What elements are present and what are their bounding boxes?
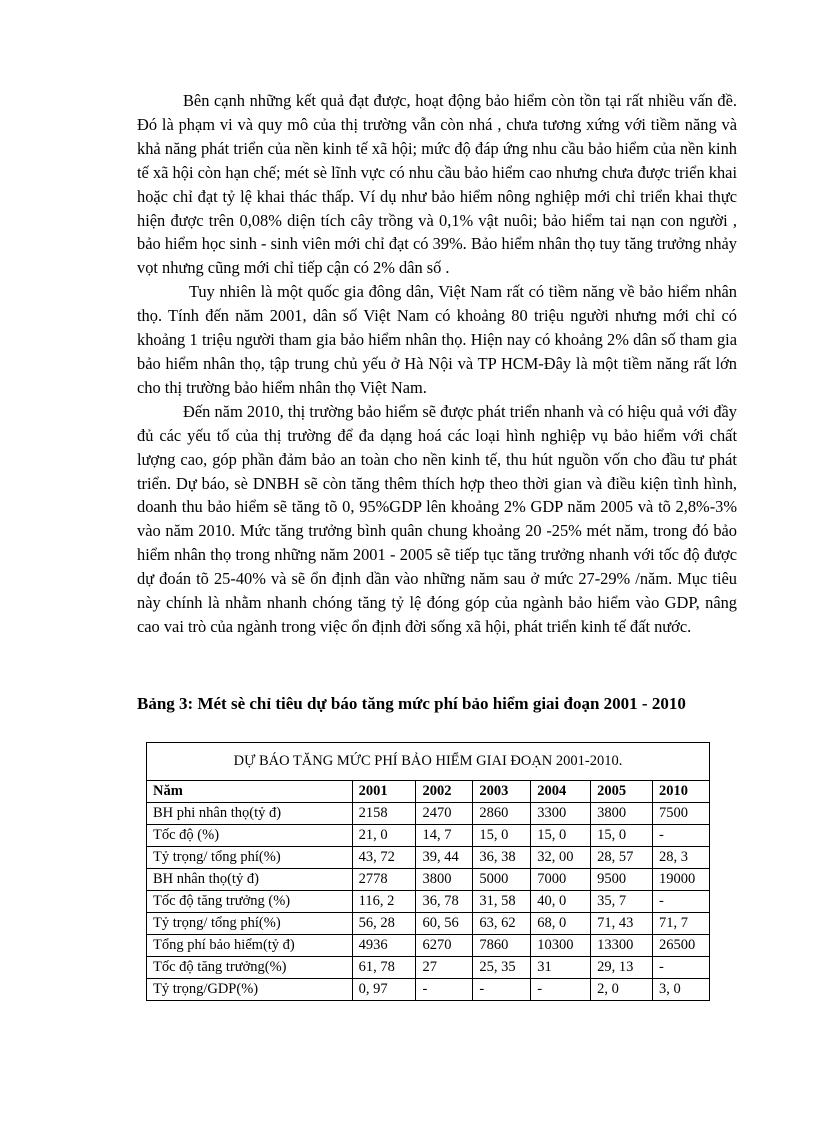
row-label: Tốc độ tăng trưởng (%) (147, 891, 353, 913)
table-cell: 7500 (653, 803, 710, 825)
table-cell: 71, 43 (591, 913, 653, 935)
table-cell: - (653, 957, 710, 979)
paragraph-3: Đến năm 2010, thị trường bảo hiểm sẽ được phát triển nhanh và có hiệu quả với đầy đủ các yếu tố của thị trường để đa dạng hoá các loại hình nghiệp vụ bảo hiểm với chất lượng cao, góp phần đảm bảo an toàn cho nền kinh tế, thu hút nguồn vốn cho đầu tư phát triển. Dự báo, sè DNBH sẽ còn tăng thêm thích hợp theo thời gian và điều kiện tình hình, doanh thu bảo hiểm sẽ tăng tõ 0, 95%GDP lên khoảng 2% GDP năm 2005 và tõ 2,8%-3% vào năm 2010. Mức tăng trưởng bình quân chung khoảng 20 -25% mét năm, trong đó bảo hiểm nhân thọ trong những năm 2001 - 2005 sẽ tiếp tục tăng trưởng nhanh với tốc độ được dự đoán tõ 25-40% và sẽ ổn định dần vào những năm sau ở mức 27-29% /năm. Mục tiêu này chính là nhằm nhanh chóng tăng tỷ lệ đóng góp của ngành bảo hiểm vào GDP, nâng cao vai trò của ngành trong việc ổn định đời sống xã hội, phát triển kinh tế đất nước. (137, 401, 737, 636)
row-label: Tỷ trọng/ tổng phí(%) (147, 913, 353, 935)
table-cell: 36, 38 (473, 847, 531, 869)
table-cell: 25, 35 (473, 957, 531, 979)
table-row (147, 891, 710, 913)
table-row (147, 825, 710, 847)
table-row (147, 957, 710, 979)
table-cell: 28, 57 (591, 847, 653, 869)
table-cell: 3800 (416, 869, 473, 891)
table-cell: 56, 28 (352, 913, 416, 935)
table-cell: 7000 (531, 869, 591, 891)
table-cell: 3300 (531, 803, 591, 825)
table-cell: 2158 (352, 803, 416, 825)
header-cell: 2010 (653, 781, 710, 803)
table-cell: 39, 44 (416, 847, 473, 869)
table-row (147, 847, 710, 869)
table-cell: 27 (416, 957, 473, 979)
table-cell: 3, 0 (653, 979, 710, 1001)
table-cell: 32, 00 (531, 847, 591, 869)
table-cell: 43, 72 (352, 847, 416, 869)
forecast-table (146, 742, 710, 1001)
table-cell: 2860 (473, 803, 531, 825)
row-label: Tỷ trọng/GDP(%) (147, 979, 353, 1001)
header-cell: 2002 (416, 781, 473, 803)
header-cell: 2001 (352, 781, 416, 803)
row-label: Tổng phí bảo hiểm(tỷ đ) (147, 935, 353, 957)
table-cell: 63, 62 (473, 913, 531, 935)
table-cell: 35, 7 (591, 891, 653, 913)
table-row (147, 913, 710, 935)
table-cell: 36, 78 (416, 891, 473, 913)
header-cell: 2003 (473, 781, 531, 803)
header-cell: 2004 (531, 781, 591, 803)
table-cell: 0, 97 (352, 979, 416, 1001)
table-cell: 19000 (653, 869, 710, 891)
table-cell: 5000 (473, 869, 531, 891)
table-cell: 116, 2 (352, 891, 416, 913)
table-cell: 4936 (352, 935, 416, 957)
table-cell: 2778 (352, 869, 416, 891)
table-cell: 29, 13 (591, 957, 653, 979)
table-cell: - (531, 979, 591, 1001)
header-cell: Năm (147, 781, 353, 803)
table-cell: 21, 0 (352, 825, 416, 847)
row-label: BH phi nhân thọ(tỷ đ) (147, 803, 353, 825)
table-cell: 7860 (473, 935, 531, 957)
paragraph-2: Tuy nhiên là một quốc gia đông dân, Việt Nam rất có tiềm năng về bảo hiểm nhân thọ. Tính đến năm 2001, dân số Việt Nam có khoảng 80 triệu người nhưng mới chỉ có khoảng 1 triệu người tham gia bảo hiểm nhân thọ. Hiện nay có khoảng 2% dân số tham gia bảo hiểm nhân thọ, tập trung chủ yếu ở Hà Nội và TP HCM-Đây là một tiềm năng rất lớn cho thị trường bảo hiểm nhân thọ Việt Nam. (137, 282, 737, 397)
table-cell: 2, 0 (591, 979, 653, 1001)
table-cell: 71, 7 (653, 913, 710, 935)
table-cell: 15, 0 (531, 825, 591, 847)
table-cell: 13300 (591, 935, 653, 957)
table-row (147, 935, 710, 957)
row-label: Tỷ trọng/ tổng phí(%) (147, 847, 353, 869)
table-cell: 31 (531, 957, 591, 979)
table-cell: 15, 0 (473, 825, 531, 847)
table-title: DỰ BÁO TĂNG MỨC PHÍ BẢO HIỂM GIAI ĐOẠN 2001-2010. (147, 743, 710, 781)
table-cell: - (653, 891, 710, 913)
table-cell: 15, 0 (591, 825, 653, 847)
table-cell: 28, 3 (653, 847, 710, 869)
table-cell: - (653, 825, 710, 847)
table-row (147, 979, 710, 1001)
document-body (137, 89, 737, 639)
table-cell: 2470 (416, 803, 473, 825)
table-title-row (147, 743, 710, 781)
table-row (147, 803, 710, 825)
row-label: Tốc độ tăng trưởng(%) (147, 957, 353, 979)
table-cell: 9500 (591, 869, 653, 891)
table-cell: 14, 7 (416, 825, 473, 847)
table-cell: 10300 (531, 935, 591, 957)
table-cell: 68, 0 (531, 913, 591, 935)
table-header-row (147, 781, 710, 803)
table-cell: 60, 56 (416, 913, 473, 935)
table-cell: - (473, 979, 531, 1001)
table-cell: - (416, 979, 473, 1001)
table-cell: 40, 0 (531, 891, 591, 913)
table-cell: 31, 58 (473, 891, 531, 913)
header-cell: 2005 (591, 781, 653, 803)
table-cell: 6270 (416, 935, 473, 957)
table-cell: 61, 78 (352, 957, 416, 979)
table-cell: 26500 (653, 935, 710, 957)
table-cell: 3800 (591, 803, 653, 825)
paragraph-1: Bên cạnh những kết quả đạt được, hoạt động bảo hiểm còn tồn tại rất nhiều vấn đề. Đó là phạm vi và quy mô của thị trường vẫn còn nhá , chưa tương xứng với tiềm năng và khả năng phát triển của nền kinh tế xã hội; mức độ đáp ứng nhu cầu bảo hiểm của nền kinh tế xã hội còn hạn chế; mét sè lĩnh vực có nhu cầu bảo hiểm cao nhưng chưa được triển khai hoặc chỉ đạt tỷ lệ khai thác thấp. Ví dụ như bảo hiểm nông nghiệp mới chỉ triển khai thực hiện được trên 0,08% diện tích cây trồng và 0,1% vật nuôi; bảo hiểm tai nạn con người , bảo hiểm học sinh - sinh viên mới chỉ đạt có 39%. Bảo hiểm nhân thọ tuy tăng trưởng nhảy vọt nhưng cũng mới chỉ tiếp cận có 2% dân số . (137, 91, 737, 278)
row-label: BH nhân thọ(tỷ đ) (147, 869, 353, 891)
row-label: Tốc độ (%) (147, 825, 353, 847)
table-caption: Bảng 3: Mét sè chỉ tiêu dự báo tăng mức phí bảo hiểm giai đoạn 2001 - 2010 (137, 694, 686, 713)
table-row (147, 869, 710, 891)
